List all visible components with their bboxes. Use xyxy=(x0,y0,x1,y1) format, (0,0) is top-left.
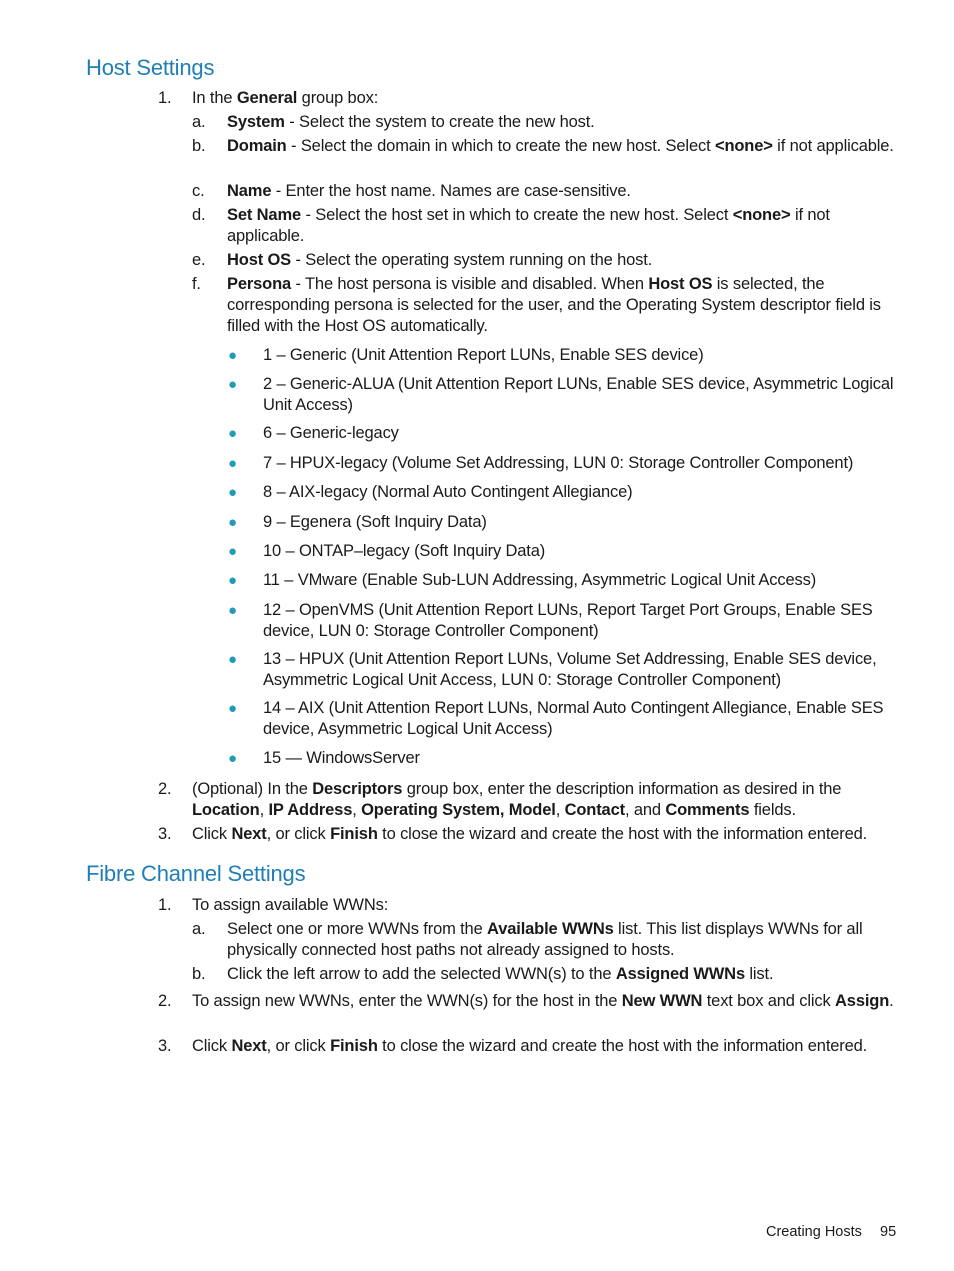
step-text: In the General group box: xyxy=(192,89,379,107)
step-text: Click Next, or click Finish to close the wizard and create the host with the information entered. xyxy=(192,825,868,843)
sub-letter: a. xyxy=(192,113,206,131)
persona-item: 9 – Egenera (Soft Inquiry Data) xyxy=(263,513,487,531)
sub-letter: c. xyxy=(192,182,205,200)
bullet-icon: ● xyxy=(228,572,237,589)
bullet-icon: ● xyxy=(228,514,237,531)
persona-item: 1 – Generic (Unit Attention Report LUNs, Enable SES device) xyxy=(263,346,704,364)
bullet-icon: ● xyxy=(228,376,237,393)
persona-item: 15 — WindowsServer xyxy=(263,749,420,767)
bullet-icon: ● xyxy=(228,543,237,560)
sub-letter: f. xyxy=(192,275,201,293)
step-number: 3. xyxy=(158,825,172,843)
heading-fibre-channel-settings: Fibre Channel Settings xyxy=(86,861,306,886)
persona-item: 10 – ONTAP–legacy (Soft Inquiry Data) xyxy=(263,542,546,560)
step-text: To assign new WWNs, enter the WWN(s) for the host in the New WWN text box and click Assign. xyxy=(192,992,894,1010)
sub-item-host-os: Host OS - Select the operating system running on the host. xyxy=(227,251,653,269)
persona-item: 6 – Generic-legacy xyxy=(263,424,399,442)
step-number: 1. xyxy=(158,896,172,914)
bullet-icon: ● xyxy=(228,651,237,668)
sub-item-set-name: Set Name - Select the host set in which to create the new host. Select <none> if not applicable. xyxy=(227,206,830,245)
step-text: Click Next, or click Finish to close the wizard and create the host with the information entered. xyxy=(192,1037,868,1055)
persona-item: 8 – AIX-legacy (Normal Auto Contingent Allegiance) xyxy=(263,483,633,501)
bullet-icon: ● xyxy=(228,455,237,472)
sub-letter: e. xyxy=(192,251,206,269)
persona-item: 2 – Generic-ALUA (Unit Attention Report LUNs, Enable SES device, Asymmetric Logical Unit Access) xyxy=(263,375,894,414)
bullet-icon: ● xyxy=(228,602,237,619)
bullet-icon: ● xyxy=(228,750,237,767)
sub-item-domain: Domain - Select the domain in which to create the new host. Select <none> if not applicable. xyxy=(227,137,894,155)
heading-host-settings: Host Settings xyxy=(86,55,215,80)
persona-item: 7 – HPUX-legacy (Volume Set Addressing, LUN 0: Storage Controller Component) xyxy=(263,454,854,472)
step-number: 1. xyxy=(158,89,172,107)
persona-item: 11 – VMware (Enable Sub-LUN Addressing, Asymmetric Logical Unit Access) xyxy=(263,571,817,589)
bullet-icon: ● xyxy=(228,700,237,717)
footer-page-number: 95 xyxy=(880,1224,897,1240)
footer-section-title: Creating Hosts xyxy=(766,1224,862,1240)
persona-item: 13 – HPUX (Unit Attention Report LUNs, Volume Set Addressing, Enable SES device, Asymmetric Logical Unit Access, LUN 0: Storage Controller Component) xyxy=(263,650,877,689)
bullet-icon: ● xyxy=(228,425,237,442)
sub-letter: b. xyxy=(192,137,206,155)
persona-item: 14 – AIX (Unit Attention Report LUNs, Normal Auto Contingent Allegiance, Enable SES device, Asymmetric Logical Unit Access) xyxy=(263,699,884,738)
step-text: To assign available WWNs: xyxy=(192,896,389,914)
step-number: 2. xyxy=(158,992,172,1010)
step-number: 3. xyxy=(158,1037,172,1055)
persona-item: 12 – OpenVMS (Unit Attention Report LUNs, Report Target Port Groups, Enable SES device, LUN 0: Storage Controller Component) xyxy=(263,601,873,640)
sub-item-persona: Persona - The host persona is visible and disabled. When Host OS is selected, the corresponding persona is selected for the user, and the Operating System descriptor field is filled with the Host OS automatically. xyxy=(227,275,881,335)
sub-letter: a. xyxy=(192,920,206,938)
sub-item-available-wwns: Select one or more WWNs from the Available WWNs list. This list displays WWNs for all physically connected host paths not already assigned to hosts. xyxy=(227,920,863,959)
sub-letter: d. xyxy=(192,206,206,224)
step-text: (Optional) In the Descriptors group box, enter the description information as desired in the Location, IP Address, Operating System, Model, Contact, and Comments fields. xyxy=(192,780,842,819)
sub-item-assigned-wwns: Click the left arrow to add the selected WWN(s) to the Assigned WWNs list. xyxy=(227,965,774,983)
sub-letter: b. xyxy=(192,965,206,983)
sub-item-name: Name - Enter the host name. Names are case-sensitive. xyxy=(227,182,631,200)
step-number: 2. xyxy=(158,780,172,798)
bullet-icon: ● xyxy=(228,347,237,364)
bullet-icon: ● xyxy=(228,484,237,501)
sub-item-system: System - Select the system to create the new host. xyxy=(227,113,595,131)
